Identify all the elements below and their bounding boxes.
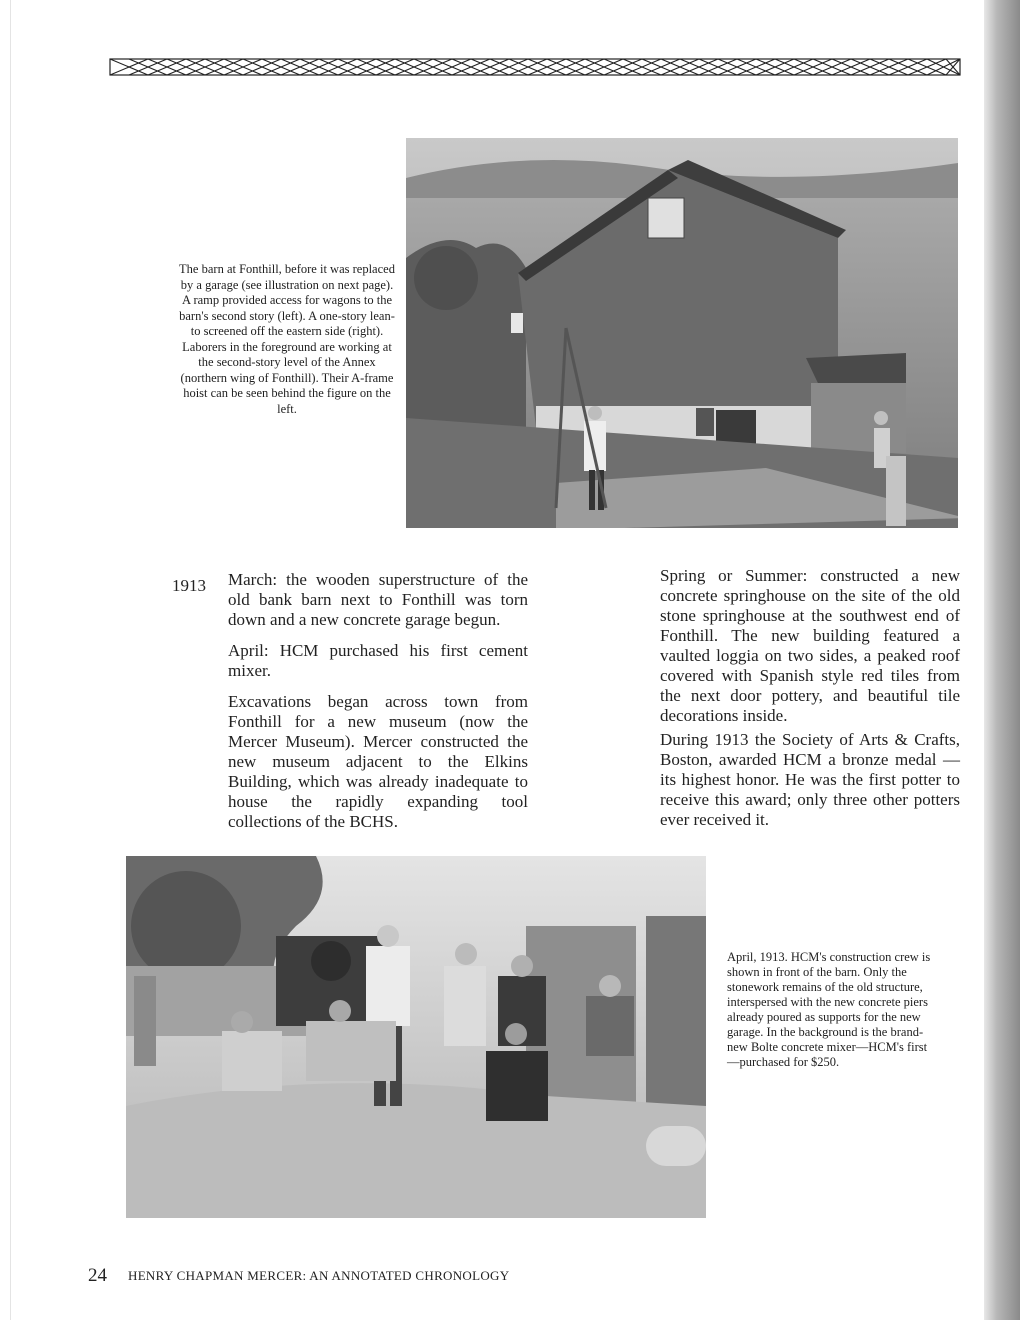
barn-photo: [406, 138, 958, 528]
entry-year: 1913: [172, 576, 206, 595]
entry-paragraph: Spring or Summer: constructed a new concrete springhouse on the site of the old stone springhouse at the southwest end of Fonthill. The new building featured a vaulted loggia on two sides, a peaked roof covered with Spanish style red tiles from the next door pottery, and beautiful tile decorations inside.: [660, 566, 960, 725]
construction-crew-photo: [126, 856, 706, 1218]
running-head: HENRY CHAPMAN MERCER: AN ANNOTATED CHRONOLOGY: [128, 1268, 510, 1283]
entry-paragraph: Excavations began across town from Fonthill for a new museum (now the Mercer Museum). Mercer constructed the new museum adjacent to the Elkins Building, which was already inadequate to house the rapidly expanding tool collections of the BCHS.: [228, 692, 528, 831]
crew-photo-caption: April, 1913. HCM's construction crew is shown in front of the barn. Only the stonework remains of the old structure, interspersed with the new concrete piers already poured as supports for the new garage. In the background is the brand-new Bolte concrete mixer—HCM's first—purchased for $250.: [727, 950, 931, 1069]
entry-column-left: [228, 570, 528, 843]
entry-paragraph: During 1913 the Society of Arts & Crafts, Boston, awarded HCM a bronze medal —its highest honor. He was the first potter to receive this award; only three other potters ever received it.: [660, 730, 960, 829]
page-number: 24: [88, 1265, 107, 1286]
binding-line: [10, 0, 11, 1320]
decorative-border-band: [109, 56, 961, 78]
page-edge-shadow: [984, 0, 1020, 1320]
barn-photo-caption: The barn at Fonthill, before it was replaced by a garage (see illustration on next page). A ramp provided access for wagons to the barn's second story (left). A one-story lean-to screened off the eastern side (right). Laborers in the foreground are working at the second-story level of the Annex (northern wing of Fonthill). Their A-frame hoist can be seen behind the figure on the left.: [179, 262, 395, 416]
entry-paragraph: March: the wooden superstructure of the old bank barn next to Fonthill was torn down and a new concrete garage begun.: [228, 570, 528, 629]
entry-column-right: [660, 566, 960, 841]
entry-paragraph: April: HCM purchased his first cement mixer.: [228, 641, 528, 680]
